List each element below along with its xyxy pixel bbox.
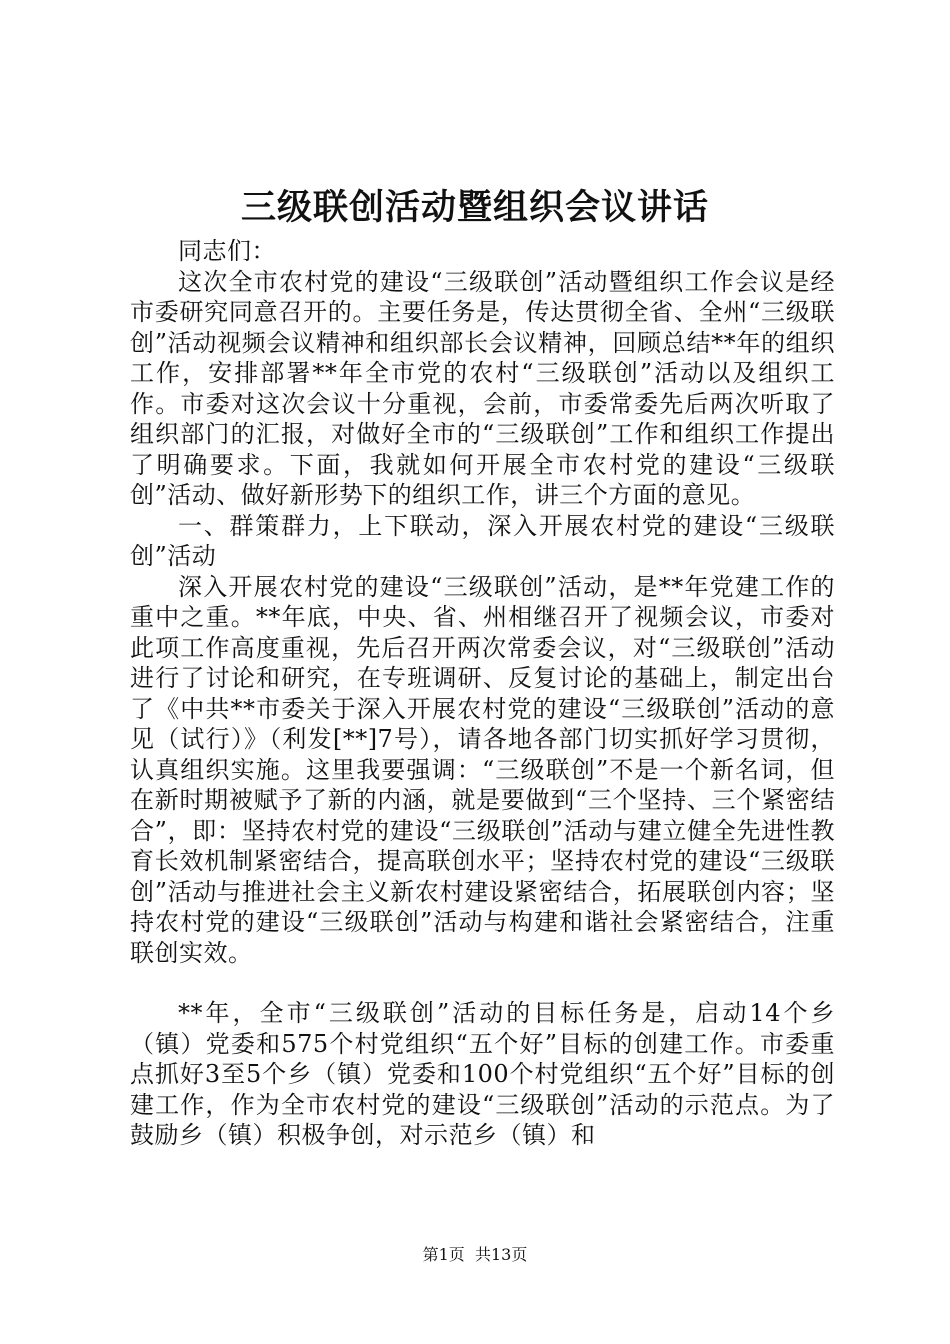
document-title: 三级联创活动暨组织会议讲话 [240, 187, 709, 228]
document-body [130, 236, 835, 1151]
page-footer [0, 1243, 950, 1267]
section-heading: 一、群策群力，上下联动，深入开展农村党的建设“三级联创”活动 [130, 511, 835, 570]
page-total: 共13页 [474, 1245, 528, 1264]
paragraph: 这次全市农村党的建设“三级联创”活动暨组织工作会议是经市委研究同意召开的。主要任务是，传达贯彻全省、全州“三级联创”活动视频会议精神和组织部长会议精神，回顾总结**年的组织工作，安排部署**年全市党的农村“三级联创”活动以及组织工作。市委对这次会议十分重视，会前，市委常委先后两次听取了组织部门的汇报，对做好全市的“三级联创”工作和组织工作提出了明确要求。下面，我就如何开展全市农村党的建设“三级联创”活动、做好新形势下的组织工作，讲三个方面的意见。 [130, 267, 835, 509]
paragraph: 深入开展农村党的建设“三级联创”活动，是**年党建工作的重中之重。**年底，中央、省、州相继召开了视频会议，市委对此项工作高度重视，先后召开两次常委会议，对“三级联创”活动进行了讨论和研究，在专班调研、反复讨论的基础上，制定出台了《中共**市委关于深入开展农村党的建设“三级联创”活动的意见（试行）》（利发[**]7号），请各地各部门切实抓好学习贯彻，认真组织实施。这里我要强调：“三级联创”不是一个新名词，但在新时期被赋予了新的内涵，就是要做到“三个坚持、三个紧密结合”，即：坚持农村党的建设“三级联创”活动与建立健全先进性教育长效机制紧密结合，提高联创水平；坚持农村党的建设“三级联创”活动与推进社会主义新农村建设紧密结合，拓展联创内容；坚持农村党的建设“三级联创”活动与构建和谐社会紧密结合，注重联创实效。 [130, 572, 835, 967]
salutation: 同志们： [178, 237, 276, 265]
paragraph: **年，全市“三级联创”活动的目标任务是，启动14个乡（镇）党委和575个村党组织“五个好”目标的创建工作。市委重点抓好3至5个乡（镇）党委和100个村党组织“五个好”目标的创建工作，作为全市农村党的建设“三级联创”活动的示范点。为了鼓励乡（镇）积极争创，对示范乡（镇）和 [130, 999, 835, 1149]
page-number: 第1页 [422, 1245, 465, 1264]
